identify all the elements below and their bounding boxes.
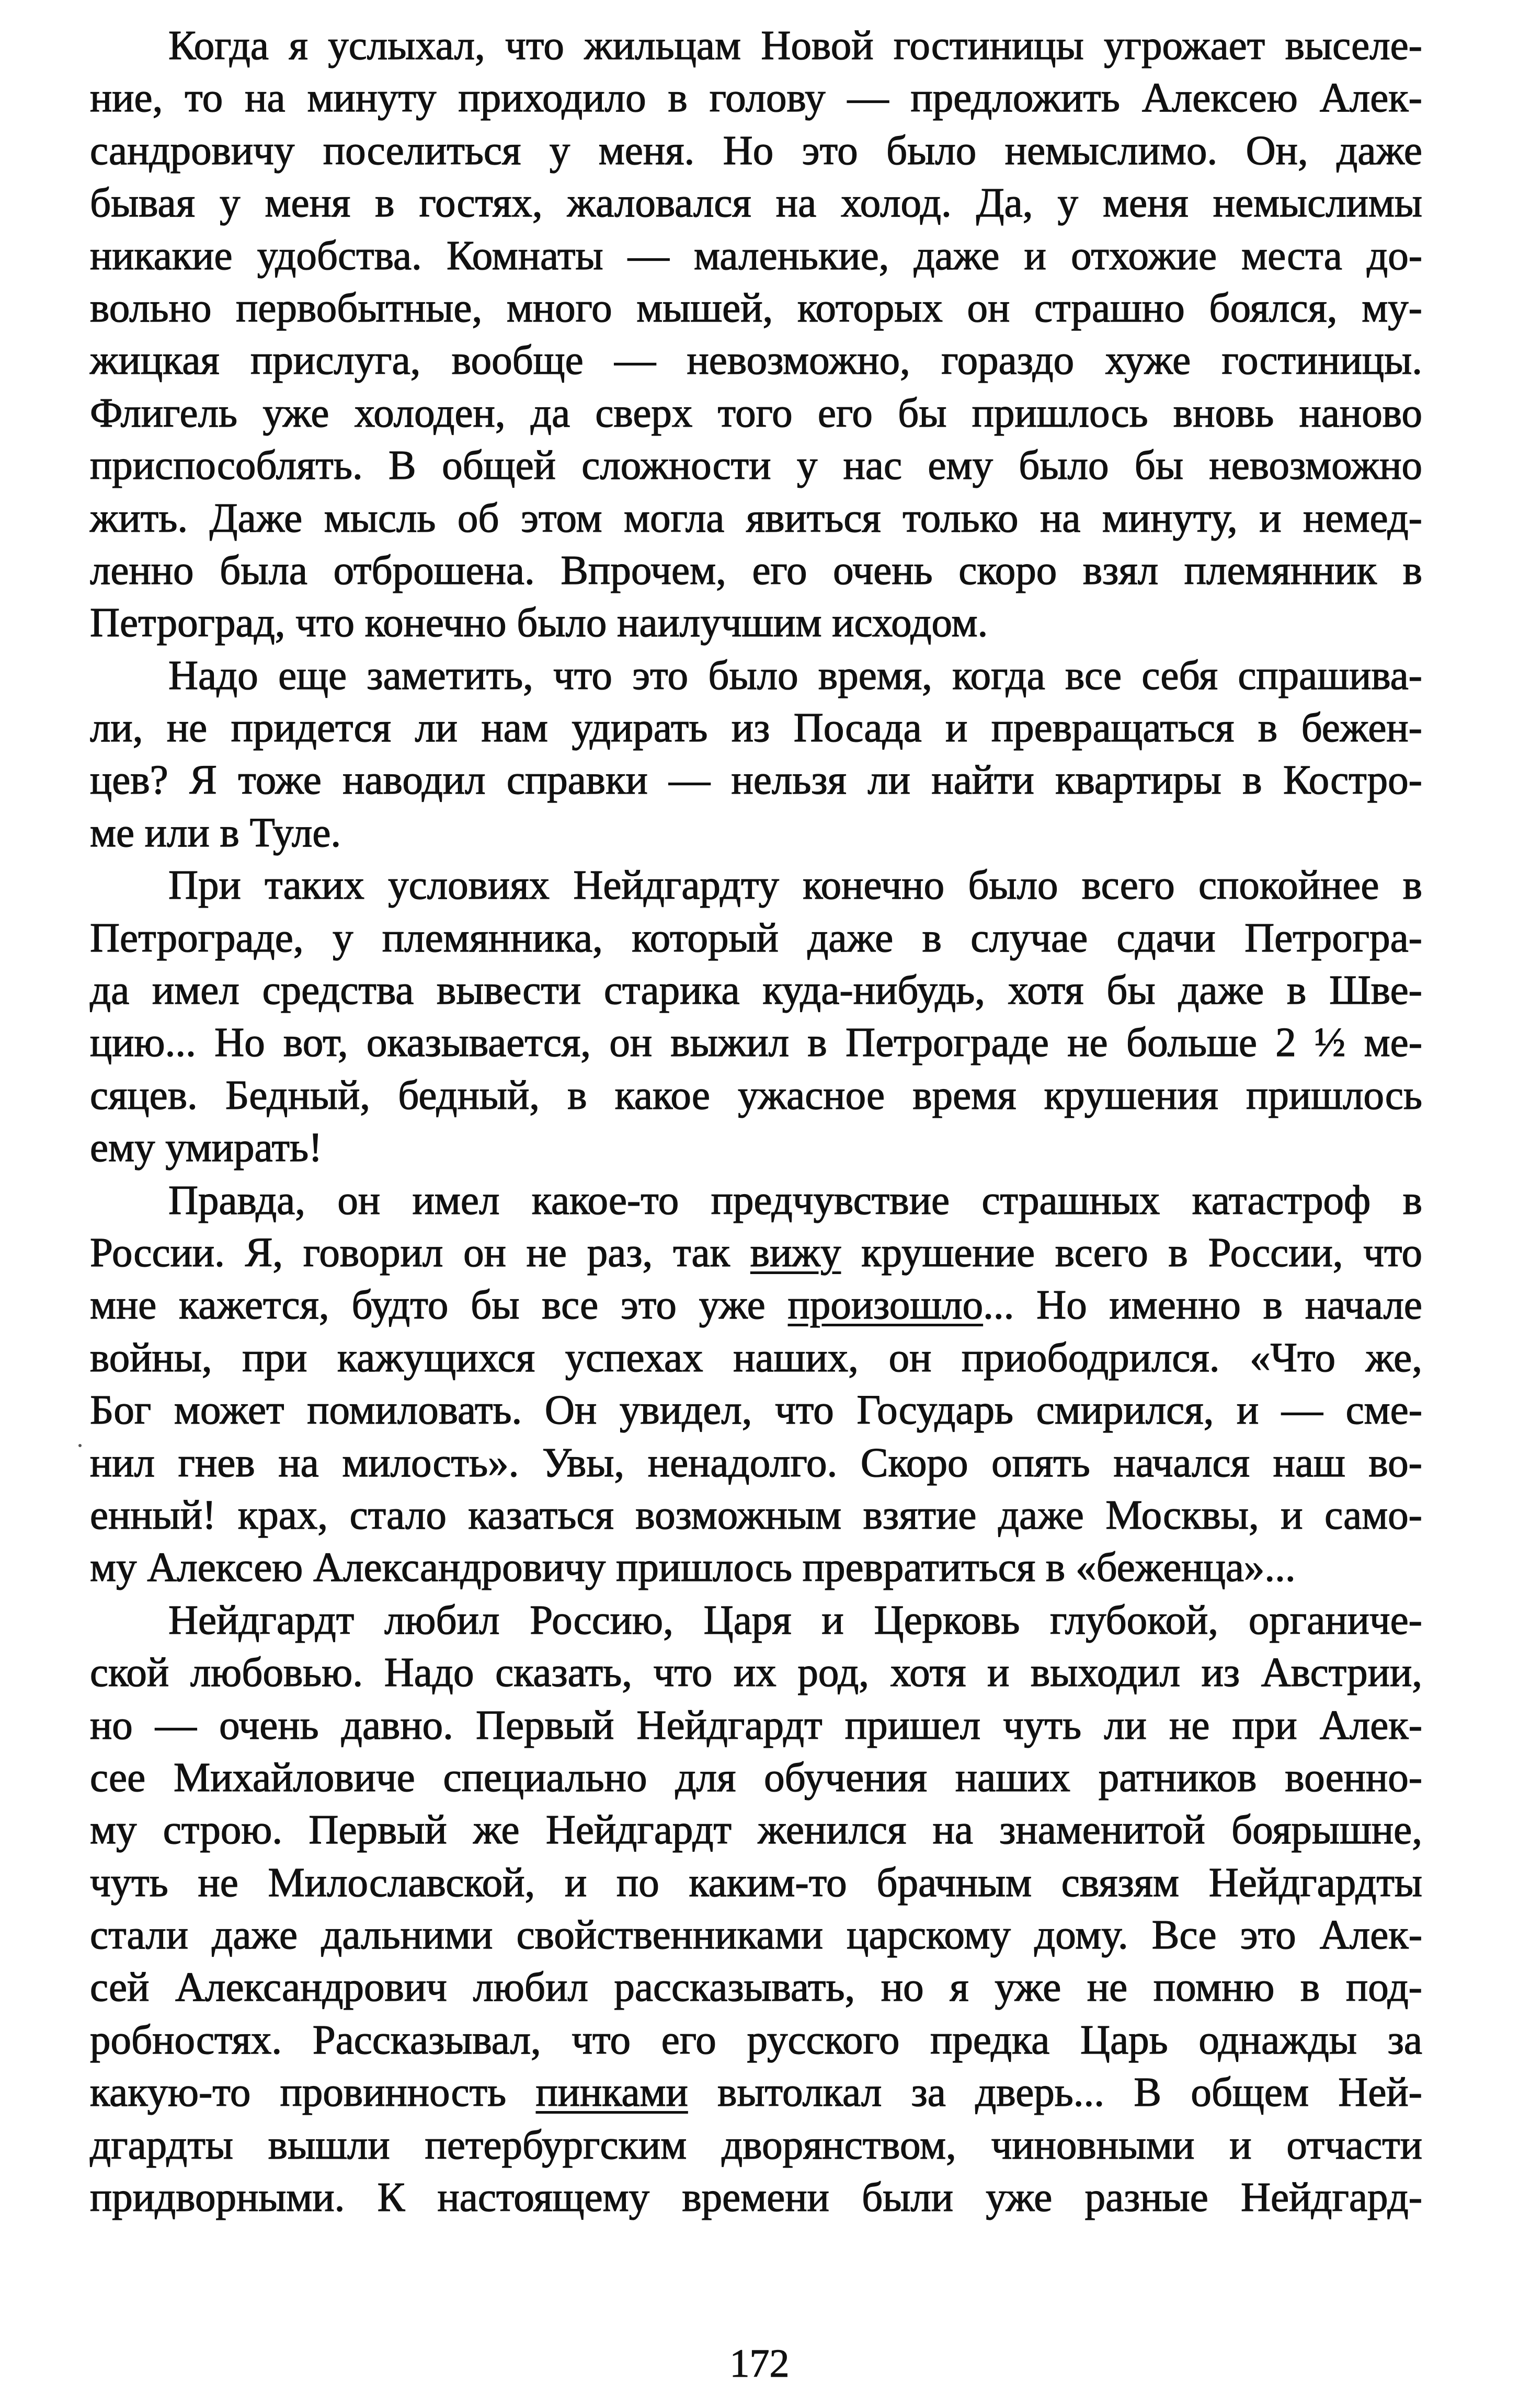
text-line xyxy=(90,1700,1422,1752)
text-line: цев? Я тоже наводил справки — нельзя ли найти квартиры в Костро- xyxy=(90,758,1422,804)
text-line xyxy=(90,1857,1422,1909)
text-line: жить. Даже мысль об этом могла явиться только на минуту, и немед- xyxy=(90,495,1422,541)
text-run: ской любовью. Надо сказать, что их род, хотя и выходил из Австрии, xyxy=(90,1650,1422,1696)
book-page xyxy=(90,20,1422,2224)
text-run: Правда, он имел какое-то предчувствие страшных катастроф в xyxy=(168,1177,1422,1223)
text-line: да имел средства вывести старика куда-нибудь, хотя бы даже в Шве- xyxy=(90,968,1422,1014)
text-line: ли, не придется ли нам удирать из Посада и превращаться в бежен- xyxy=(90,705,1422,751)
text-line xyxy=(90,2119,1422,2172)
text-run: стали даже дальними свойственниками царскому дому. Все это Алек- xyxy=(90,1912,1422,1958)
text-run: войны, при кажущихся успехах наших, он приободрился. «Что же, xyxy=(90,1335,1422,1381)
text-line xyxy=(90,1804,1422,1856)
text-run: му Алексею Александровичу пришлось превратиться в «беженца»... xyxy=(90,1545,1296,1591)
text-run: нил гнев на милость». Увы, ненадолго. Скоро опять начался наш во- xyxy=(90,1440,1422,1486)
text-run: сее Михайловиче специально для обучения наших ратников военно- xyxy=(90,1755,1422,1801)
text-line xyxy=(90,2172,1422,2224)
text-line: бывая у меня в гостях, жаловался на холод. Да, у меня немыслимы xyxy=(90,180,1422,226)
text-line: цию... Но вот, оказывается, он выжил в Петрограде не больше 2 ½ ме- xyxy=(90,1020,1422,1066)
text-run: России. Я, говорил он не раз, так xyxy=(90,1230,750,1276)
text-line xyxy=(90,1279,1422,1332)
text-line: сандровичу поселиться у меня. Но это было немыслимо. Он, даже xyxy=(90,128,1422,174)
text-run: му строю. Первый же Нейдгардт женился на знаменитой боярышне, xyxy=(90,1807,1422,1853)
text-run: дгардты вышли петербургским дворянством, чиновными и отчасти xyxy=(90,2122,1422,2168)
text-run: придворными. К настоящему времени были уже разные Нейдгард- xyxy=(90,2175,1422,2221)
text-line xyxy=(90,2014,1422,2067)
text-line: ние, то на минуту приходило в голову — предложить Алексею Алек- xyxy=(90,75,1422,121)
text-line xyxy=(90,1595,1422,1647)
paragraph-5 xyxy=(90,1595,1422,2224)
page-number: 172 xyxy=(729,2342,790,2386)
underlined-word: пинками xyxy=(535,2070,688,2116)
text-line: ему умирать! xyxy=(90,1125,323,1171)
text-line: Флигель уже холоден, да сверх того его бы пришлось вновь наново xyxy=(90,390,1422,436)
text-run: енный! крах, стало казаться возможным взятие даже Москвы, и само- xyxy=(90,1492,1422,1538)
text-run: чуть не Милославской, и по каким-то брачным связям Нейдгардты xyxy=(90,1860,1422,1906)
text-line: ленно была отброшена. Впрочем, его очень скоро взял племянник в xyxy=(90,547,1422,593)
margin-speck xyxy=(78,1444,82,1447)
text-line xyxy=(90,1962,1422,2014)
paragraph-4 xyxy=(90,1175,1422,1595)
paragraph-1 xyxy=(90,20,1422,650)
text-line xyxy=(90,1489,1422,1542)
text-line: При таких условиях Нейдгардту конечно было всего спокойнее в xyxy=(168,863,1422,909)
text-line: Надо еще заметить, что это было время, когда все себя спрашива- xyxy=(168,652,1422,698)
text-line xyxy=(90,1437,1422,1489)
text-run: какую-то провинность xyxy=(90,2070,536,2116)
text-run: сей Александрович любил рассказывать, но я уже не помню в под- xyxy=(90,1965,1422,2011)
text-run: мне кажется, будто бы все это уже xyxy=(90,1282,788,1328)
text-line xyxy=(90,2067,1422,2119)
text-line xyxy=(90,1542,1422,1594)
text-line xyxy=(90,1384,1422,1437)
text-line xyxy=(90,1175,1422,1227)
text-line xyxy=(90,1332,1422,1384)
text-run: но — очень давно. Первый Нейдгардт пришел чуть ли не при Алек- xyxy=(90,1702,1422,1748)
text-line: приспособлять. В общей сложности у нас ему было бы невозможно xyxy=(90,443,1422,489)
text-line: никакие удобства. Комнаты — маленькие, даже и отхожие места до- xyxy=(90,233,1422,279)
text-line: Когда я услыхал, что жильцам Новой гостиницы угрожает выселе- xyxy=(168,23,1422,68)
paragraph-2 xyxy=(90,650,1422,860)
text-run: Нейдгардт любил Россию, Царя и Церковь глубокой, органиче- xyxy=(168,1597,1422,1643)
text-line xyxy=(90,1909,1422,1962)
text-run: крушение всего в России, что xyxy=(841,1230,1423,1276)
text-line: Петрограде, у племянника, который даже в случае сдачи Петрогра- xyxy=(90,915,1422,961)
text-line xyxy=(90,1647,1422,1699)
text-run: Бог может помиловать. Он увидел, что Государь смирился, и — сме- xyxy=(90,1388,1422,1434)
text-line: ме или в Туле. xyxy=(90,810,341,856)
text-line: жицкая прислуга, вообще — невозможно, гораздо хуже гостиницы. xyxy=(90,338,1422,384)
text-line xyxy=(90,1752,1422,1804)
paragraph-3 xyxy=(90,859,1422,1174)
text-line xyxy=(90,1227,1422,1279)
text-run: ... Но именно в начале xyxy=(983,1282,1422,1328)
text-run: вытолкал за дверь... В общем Ней- xyxy=(688,2070,1422,2116)
text-line: сяцев. Бедный, бедный, в какое ужасное время крушения пришлось xyxy=(90,1072,1422,1118)
underlined-word: вижу xyxy=(750,1230,841,1276)
text-line: вольно первобытные, много мышей, которых он страшно боялся, му- xyxy=(90,285,1422,331)
text-run: робностях. Рассказывал, что его русского предка Царь однажды за xyxy=(90,2017,1422,2063)
underlined-word: произошло xyxy=(787,1282,984,1328)
text-line: Петроград, что конечно было наилучшим исходом. xyxy=(90,600,988,646)
